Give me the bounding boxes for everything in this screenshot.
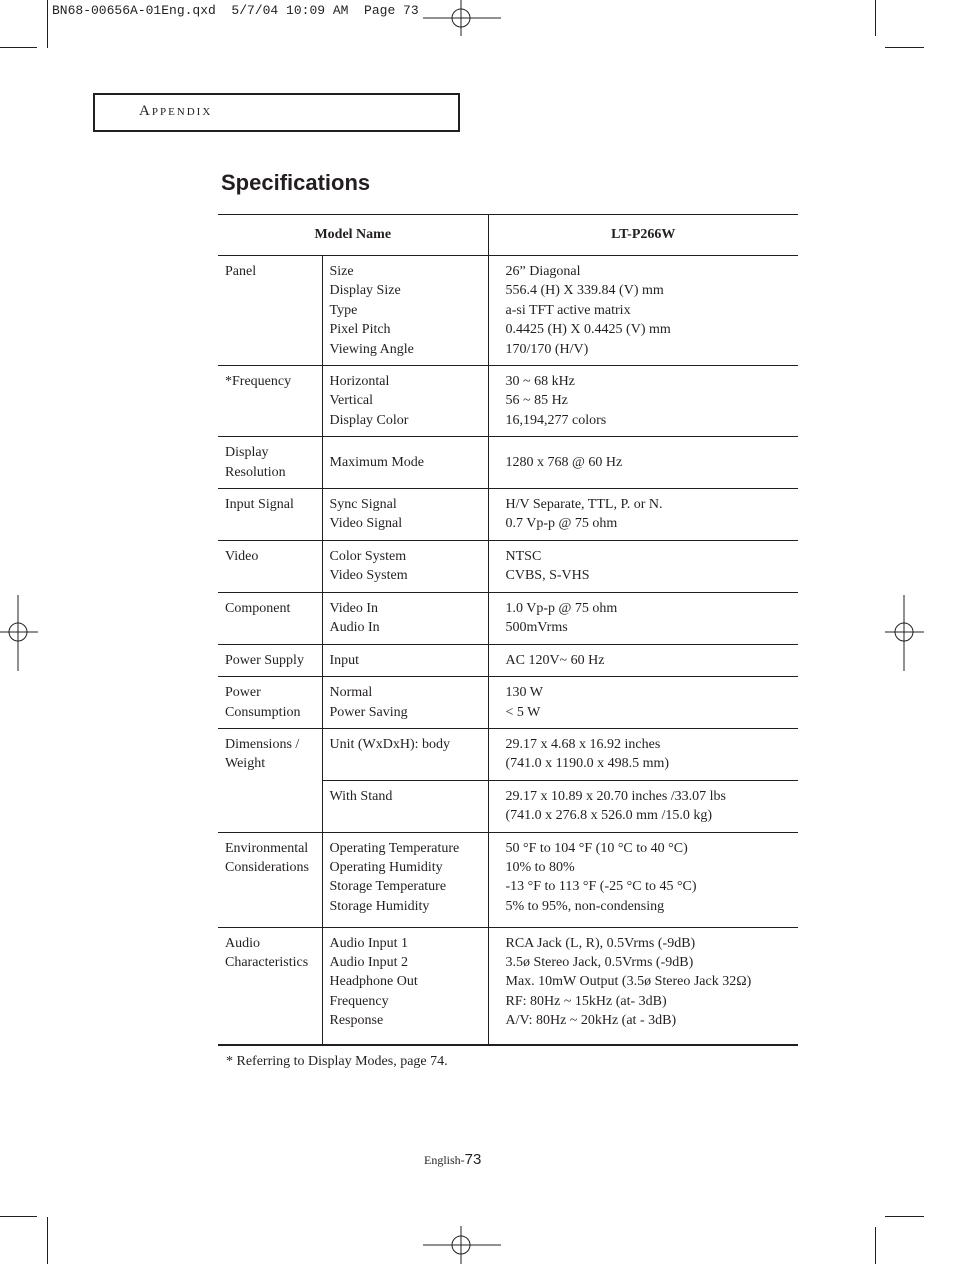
spec-value: (741.0 x 1190.0 x 498.5 mm) xyxy=(505,756,670,772)
spec-value: H/V Separate, TTL, P. or N. xyxy=(505,497,663,513)
spec-value: (741.0 x 276.8 x 526.0 mm /15.0 kg) xyxy=(505,808,712,824)
spec-item: Normal xyxy=(329,685,373,701)
spec-category: Input Signal xyxy=(218,489,322,541)
table-row xyxy=(218,728,798,780)
spec-values xyxy=(488,540,798,592)
header-model-number: LT-P266W xyxy=(488,215,798,256)
spec-item: Operating Temperature xyxy=(329,840,460,856)
spec-items xyxy=(322,592,488,644)
spec-category: Video xyxy=(218,540,322,592)
spec-category-line: Environmental xyxy=(225,840,309,856)
spec-items xyxy=(322,437,488,489)
spec-item: Input xyxy=(329,652,360,668)
spec-category xyxy=(218,677,322,729)
spec-item: Storage Humidity xyxy=(329,898,430,914)
spec-items xyxy=(322,832,488,927)
spec-value: 50 °F to 104 °F (10 °C to 40 °C) xyxy=(505,840,688,856)
spec-value: 5% to 95%, non-condensing xyxy=(505,898,665,914)
spec-item: Video In xyxy=(329,600,379,616)
spec-value: 1.0 Vp-p @ 75 ohm xyxy=(505,600,618,616)
spec-values xyxy=(488,592,798,644)
page-title: Specifications xyxy=(221,170,371,195)
spec-value: 0.4425 (H) X 0.4425 (V) mm xyxy=(505,322,671,338)
spec-item: Size xyxy=(329,264,354,279)
spec-values xyxy=(488,927,798,1045)
spec-category-line: Resolution xyxy=(225,464,286,480)
spec-value: 170/170 (H/V) xyxy=(505,341,589,357)
spec-value: 29.17 x 4.68 x 16.92 inches xyxy=(505,736,661,752)
spec-item: Video Signal xyxy=(329,516,403,532)
spec-value: -13 °F to 113 °F (-25 °C to 45 °C) xyxy=(505,879,697,895)
spec-items xyxy=(322,728,488,780)
spec-value: 0.7 Vp-p @ 75 ohm xyxy=(505,516,618,532)
spec-category xyxy=(218,927,322,1045)
spec-category: Power Supply xyxy=(218,644,322,676)
spec-item: Unit (WxDxH): body xyxy=(329,736,451,752)
folio-page-number: 73 xyxy=(464,1151,482,1168)
spec-item: Sync Signal xyxy=(329,497,397,513)
registration-mark-bottom xyxy=(423,1226,501,1264)
spec-category-line: Weight xyxy=(225,756,266,772)
spec-item: Color System xyxy=(329,548,407,564)
table-row xyxy=(218,927,798,1045)
spec-value: 56 ~ 85 Hz xyxy=(505,393,568,409)
specifications-table xyxy=(218,214,798,1046)
spec-item: Response xyxy=(329,1013,384,1029)
spec-value: RCA Jack (L, R), 0.5Vrms (-9dB) xyxy=(505,935,696,951)
spec-values xyxy=(488,780,798,832)
spec-item: Headphone Out xyxy=(329,974,418,990)
spec-item: Audio Input 2 xyxy=(329,954,409,970)
header-model-name: Model Name xyxy=(218,215,488,256)
spec-value: A/V: 80Hz ~ 20kHz (at - 3dB) xyxy=(505,1013,677,1029)
spec-item: Viewing Angle xyxy=(329,341,414,357)
spec-item: Video System xyxy=(329,568,408,584)
spec-category: Panel xyxy=(218,256,322,366)
spec-values xyxy=(488,677,798,729)
table-row xyxy=(218,366,798,437)
spec-items xyxy=(322,677,488,729)
spec-item: Horizontal xyxy=(329,374,390,390)
spec-item: Frequency xyxy=(329,993,389,1009)
registration-mark-right xyxy=(885,595,924,671)
spec-values xyxy=(488,728,798,780)
spec-values xyxy=(488,366,798,437)
spec-item: Type xyxy=(329,302,358,318)
table-row xyxy=(218,592,798,644)
spec-items xyxy=(322,927,488,1045)
registration-mark-left xyxy=(0,595,38,671)
spec-item: Display Color xyxy=(329,412,409,428)
spec-item: Operating Humidity xyxy=(329,859,443,875)
spec-value: 10% to 80% xyxy=(505,859,575,875)
registration-mark-top xyxy=(423,0,501,36)
spec-value: NTSC xyxy=(505,548,542,564)
spec-value: 1280 x 768 @ 60 Hz xyxy=(505,454,623,470)
print-slug: BN68-00656A-01Eng.qxd 5/7/04 10:09 AM Page 73 xyxy=(52,3,419,18)
spec-category xyxy=(218,728,322,832)
spec-value: Max. 10mW Output (3.5ø Stereo Jack 32Ω) xyxy=(505,974,752,990)
table-row xyxy=(218,437,798,489)
spec-category-line: Dimensions / xyxy=(225,736,300,752)
table-row xyxy=(218,540,798,592)
table-row xyxy=(218,677,798,729)
spec-category-line: Considerations xyxy=(225,859,309,875)
spec-value: 130 W xyxy=(505,685,543,701)
spec-value: 26” Diagonal xyxy=(505,264,581,279)
spec-value: AC 120V~ 60 Hz xyxy=(505,652,605,668)
spec-items xyxy=(322,489,488,541)
spec-values xyxy=(488,832,798,927)
spec-category xyxy=(218,832,322,927)
spec-value: 30 ~ 68 kHz xyxy=(505,374,575,390)
spec-items xyxy=(322,366,488,437)
spec-item: Audio In xyxy=(329,620,380,636)
spec-values xyxy=(488,644,798,676)
spec-item: With Stand xyxy=(329,788,393,804)
spec-item: Pixel Pitch xyxy=(329,322,391,338)
table-body xyxy=(218,256,798,1046)
folio-language: English- xyxy=(424,1153,465,1167)
spec-item: Audio Input 1 xyxy=(329,935,409,951)
spec-category: *Frequency xyxy=(218,366,322,437)
table-header-row xyxy=(218,215,798,256)
spec-category-line: Display xyxy=(225,445,269,461)
page-folio xyxy=(424,1151,481,1169)
spec-value: a-si TFT active matrix xyxy=(505,302,631,318)
spec-values xyxy=(488,489,798,541)
spec-value: < 5 W xyxy=(505,704,541,720)
spec-items xyxy=(322,256,488,366)
spec-value: RF: 80Hz ~ 15kHz (at- 3dB) xyxy=(505,993,667,1009)
spec-item: Display Size xyxy=(329,283,401,299)
spec-category: Component xyxy=(218,592,322,644)
spec-items xyxy=(322,540,488,592)
spec-item: Power Saving xyxy=(329,704,408,720)
table-row xyxy=(218,489,798,541)
spec-item: Storage Temperature xyxy=(329,879,447,895)
spec-category-line: Audio xyxy=(225,935,260,951)
spec-category-line: Consumption xyxy=(225,704,301,720)
spec-value: 16,194,277 colors xyxy=(505,412,607,428)
table-row xyxy=(218,256,798,366)
section-label: Appendix xyxy=(139,103,213,119)
spec-value: 3.5ø Stereo Jack, 0.5Vrms (-9dB) xyxy=(505,954,694,970)
spec-item: Maximum Mode xyxy=(329,454,424,470)
spec-category xyxy=(218,437,322,489)
spec-values xyxy=(488,256,798,366)
spec-values xyxy=(488,437,798,489)
spec-value: CVBS, S-VHS xyxy=(505,568,590,584)
spec-category-line: Power xyxy=(225,685,261,701)
spec-item: Vertical xyxy=(329,393,374,409)
spec-category-line: Characteristics xyxy=(225,954,309,970)
spec-value: 556.4 (H) X 339.84 (V) mm xyxy=(505,283,664,299)
spec-items xyxy=(322,644,488,676)
table-row xyxy=(218,832,798,927)
spec-value: 29.17 x 10.89 x 20.70 inches /33.07 lbs xyxy=(505,788,726,804)
footnote: * Referring to Display Modes, page 74. xyxy=(226,1054,448,1069)
spec-items xyxy=(322,780,488,832)
table-row xyxy=(218,644,798,676)
spec-value: 500mVrms xyxy=(505,620,568,636)
